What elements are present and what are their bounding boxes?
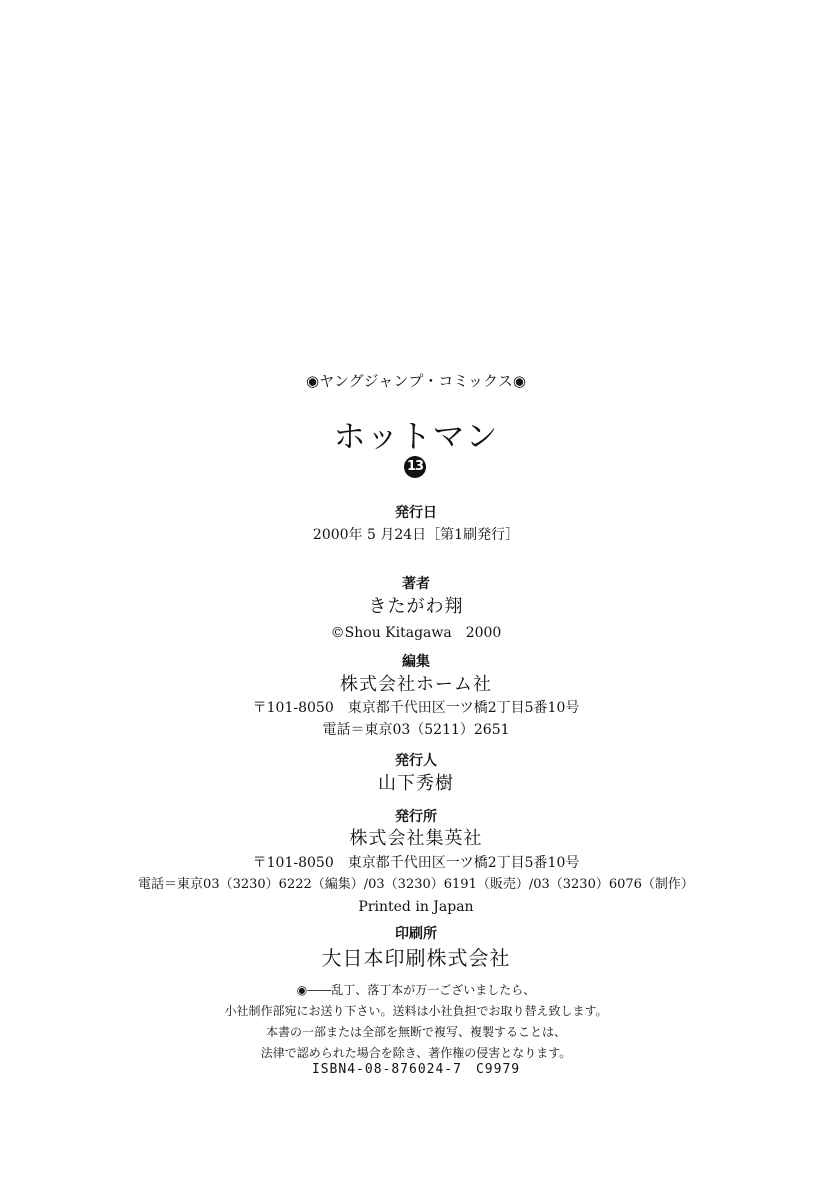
editor-address: 〒101-8050 東京都千代田区一ツ橋2丁目5番10号 [252,700,580,716]
publisher-phone: 電話＝東京03（3230）6222（編集）/03（3230）6191（販売）/03（3230）6076（制作） [138,877,694,892]
publisher-address: 〒101-8050 東京都千代田区一ツ橋2丁目5番10号 [252,855,580,871]
series-name: ◉ヤングジャンプ・コミックス◉ [306,372,526,390]
publish-date: 2000年 5 月24日［第1刷発行］ [312,527,520,543]
isbn-code: ISBN4-08-876024-7 C9979 [311,1062,521,1077]
publish-date-label: 発行日 [395,505,437,521]
notice-line-2: 小社制作部宛にお送り下さい。送料は小社負担でお取り替え致します。 [224,1004,608,1018]
publisher-label: 発行所 [395,809,437,825]
editor-phone: 電話＝東京03（5211）2651 [322,722,510,738]
publisher-person: 山下秀樹 [378,773,454,794]
notice-line-4: 法律で認められた場合を除き、著作権の侵害となります。 [260,1046,572,1060]
publisher-company: 株式会社集英社 [349,828,483,849]
author-label: 著者 [402,576,430,592]
printed-in-japan: Printed in Japan [358,899,474,915]
notice-line-3: 本書の一部または全部を無断で複写、複製することは、 [265,1025,566,1039]
editor-label: 編集 [402,654,430,670]
publisher-person-label: 発行人 [395,753,437,769]
book-title: ホットマン [333,417,499,455]
author-name: きたがわ翔 [368,596,464,617]
printer-name: 大日本印刷株式会社 [321,946,511,970]
volume-number-badge: 13 [404,456,426,478]
notice-line-1: ◉――乱丁、落丁本が万一ございましたら、 [296,983,536,997]
printer-label: 印刷所 [395,926,437,942]
copyright-notice: ©Shou Kitagawa 2000 [330,625,502,641]
editor-company: 株式会社ホーム社 [340,674,492,695]
